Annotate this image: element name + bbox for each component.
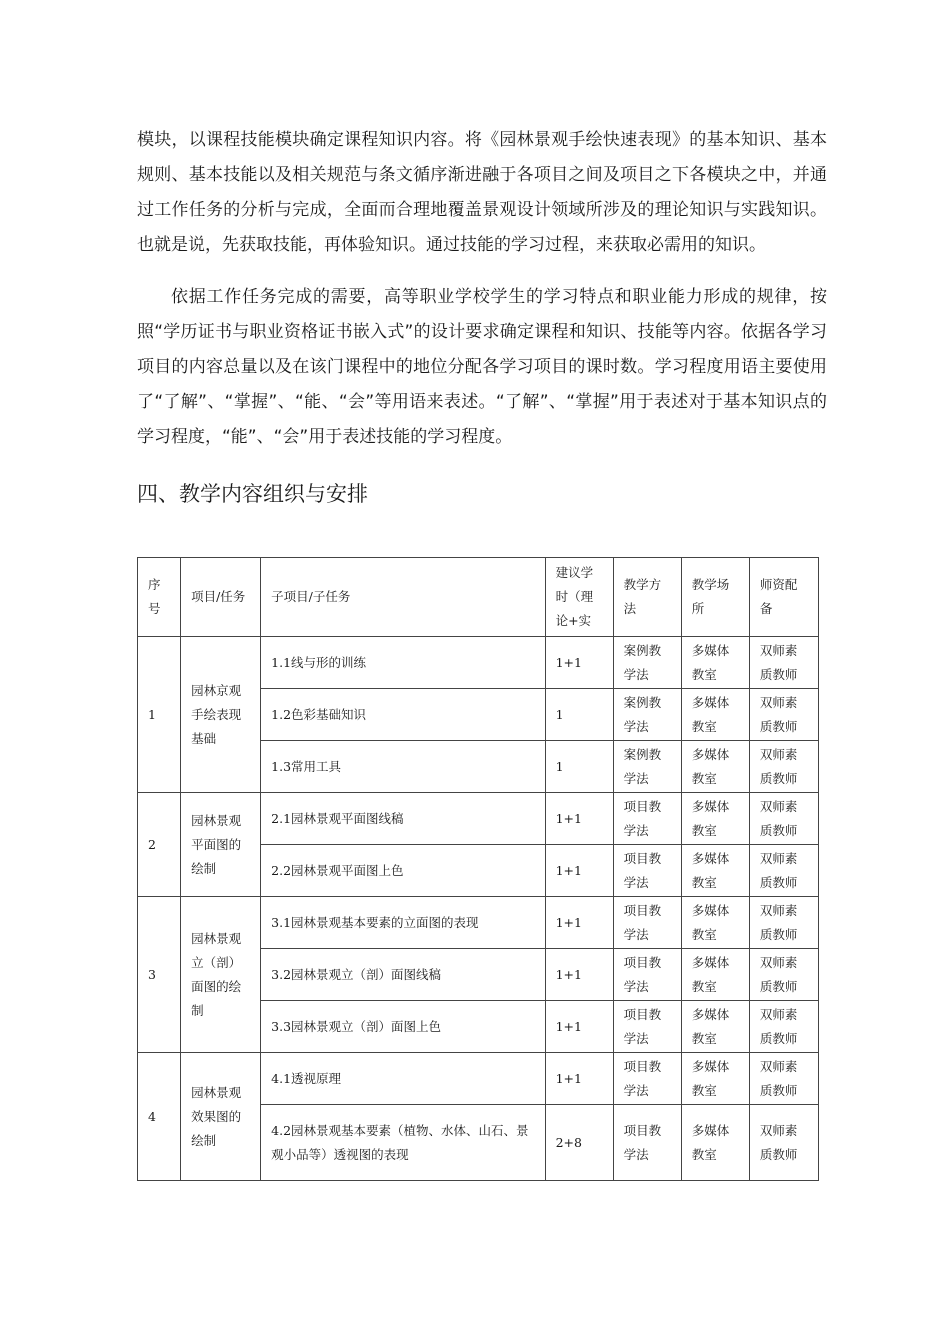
hours-cell: 1+1 [545, 1001, 613, 1053]
venue-cell: 多媒体教室 [681, 689, 749, 741]
hours-cell: 2+8 [545, 1105, 613, 1181]
method-cell: 项目教学法 [613, 897, 681, 949]
header-seq: 序号 [138, 558, 181, 637]
hours-cell: 1+1 [545, 793, 613, 845]
subproject-cell: 3.3园林景观立（剖）面图上色 [261, 1001, 545, 1053]
hours-cell: 1+1 [545, 1053, 613, 1105]
hours-cell: 1+1 [545, 637, 613, 689]
section-heading: 四、教学内容组织与安排 [137, 482, 368, 506]
subproject-cell: 1.2色彩基础知识 [261, 689, 545, 741]
project-cell: 园林京观手绘表现基础 [181, 637, 261, 793]
venue-cell: 多媒体教室 [681, 793, 749, 845]
staff-cell: 双师素质教师 [749, 949, 818, 1001]
venue-cell: 多媒体教室 [681, 741, 749, 793]
table-row [138, 637, 819, 689]
seq-cell: 3 [138, 897, 181, 1053]
table-row [138, 793, 819, 845]
venue-cell: 多媒体教室 [681, 1105, 749, 1181]
body-paragraph: 模块，以课程技能模块确定课程知识内容。将《园林景观手绘快速表现》的基本知识、基本规则、基本技能以及相关规范与条文循序渐进融于各项目之间及项目之下各模块之中，并通过工作任务的分析与完成，全面而合理地覆盖景观设计领域所涉及的理论知识与实践知识。也就是说，先获取技能，再体验知识。通过技能的学习过程，来获取必需用的知识。 [137, 130, 827, 255]
subproject-cell: 3.2园林景观立（剖）面图线稿 [261, 949, 545, 1001]
method-cell: 项目教学法 [613, 845, 681, 897]
header-subproject: 子项目/子任务 [261, 558, 545, 637]
table-row [138, 897, 819, 949]
method-cell: 案例教学法 [613, 689, 681, 741]
hours-cell: 1+1 [545, 897, 613, 949]
venue-cell: 多媒体教室 [681, 897, 749, 949]
subproject-cell: 2.1园林景观平面图线稿 [261, 793, 545, 845]
method-cell: 项目教学法 [613, 793, 681, 845]
hours-cell: 1+1 [545, 845, 613, 897]
hours-cell: 1 [545, 741, 613, 793]
subproject-cell: 4.2园林景观基本要素（植物、水体、山石、景观小品等）透视图的表现 [261, 1105, 545, 1181]
staff-cell: 双师素质教师 [749, 793, 818, 845]
header-hours: 建议学时（理论+实 [545, 558, 613, 637]
venue-cell: 多媒体教室 [681, 637, 749, 689]
table-row [138, 1053, 819, 1105]
subproject-cell: 4.1透视原理 [261, 1053, 545, 1105]
staff-cell: 双师素质教师 [749, 689, 818, 741]
header-project: 项目/任务 [181, 558, 261, 637]
venue-cell: 多媒体教室 [681, 1001, 749, 1053]
staff-cell: 双师素质教师 [749, 845, 818, 897]
subproject-cell: 2.2园林景观平面图上色 [261, 845, 545, 897]
method-cell: 项目教学法 [613, 1105, 681, 1181]
header-venue: 教学场所 [681, 558, 749, 637]
staff-cell: 双师素质教师 [749, 1053, 818, 1105]
method-cell: 项目教学法 [613, 1053, 681, 1105]
staff-cell: 双师素质教师 [749, 897, 818, 949]
seq-cell: 1 [138, 637, 181, 793]
subproject-cell: 3.1园林景观基本要素的立面图的表现 [261, 897, 545, 949]
method-cell: 项目教学法 [613, 1001, 681, 1053]
project-cell: 园林景观平面图的绘制 [181, 793, 261, 897]
hours-cell: 1 [545, 689, 613, 741]
project-cell: 园林景观效果图的绘制 [181, 1053, 261, 1181]
method-cell: 案例教学法 [613, 637, 681, 689]
header-method: 教学方法 [613, 558, 681, 637]
teaching-plan-table [137, 557, 819, 1181]
staff-cell: 双师素质教师 [749, 1105, 818, 1181]
method-cell: 案例教学法 [613, 741, 681, 793]
staff-cell: 双师素质教师 [749, 741, 818, 793]
hours-cell: 1+1 [545, 949, 613, 1001]
seq-cell: 2 [138, 793, 181, 897]
staff-cell: 双师素质教师 [749, 637, 818, 689]
seq-cell: 4 [138, 1053, 181, 1181]
body-paragraph: 依据工作任务完成的需要，高等职业学校学生的学习特点和职业能力形成的规律，按照“学历证书与职业资格证书嵌入式”的设计要求确定课程和知识、技能等内容。依据各学习项目的内容总量以及在该门课程中的地位分配各学习项目的课时数。学习程度用语主要使用了“了解”、“掌握”、“能、“会”等用语来表述。“了解”、“掌握”用于表述对于基本知识点的学习程度，“能”、“会”用于表述技能的学习程度。 [137, 287, 827, 447]
venue-cell: 多媒体教室 [681, 845, 749, 897]
project-cell: 园林景观立（剖）面图的绘制 [181, 897, 261, 1053]
method-cell: 项目教学法 [613, 949, 681, 1001]
table-header-row [138, 558, 819, 637]
subproject-cell: 1.1线与形的训练 [261, 637, 545, 689]
venue-cell: 多媒体教室 [681, 1053, 749, 1105]
venue-cell: 多媒体教室 [681, 949, 749, 1001]
header-staff: 师资配备 [749, 558, 818, 637]
subproject-cell: 1.3常用工具 [261, 741, 545, 793]
staff-cell: 双师素质教师 [749, 1001, 818, 1053]
